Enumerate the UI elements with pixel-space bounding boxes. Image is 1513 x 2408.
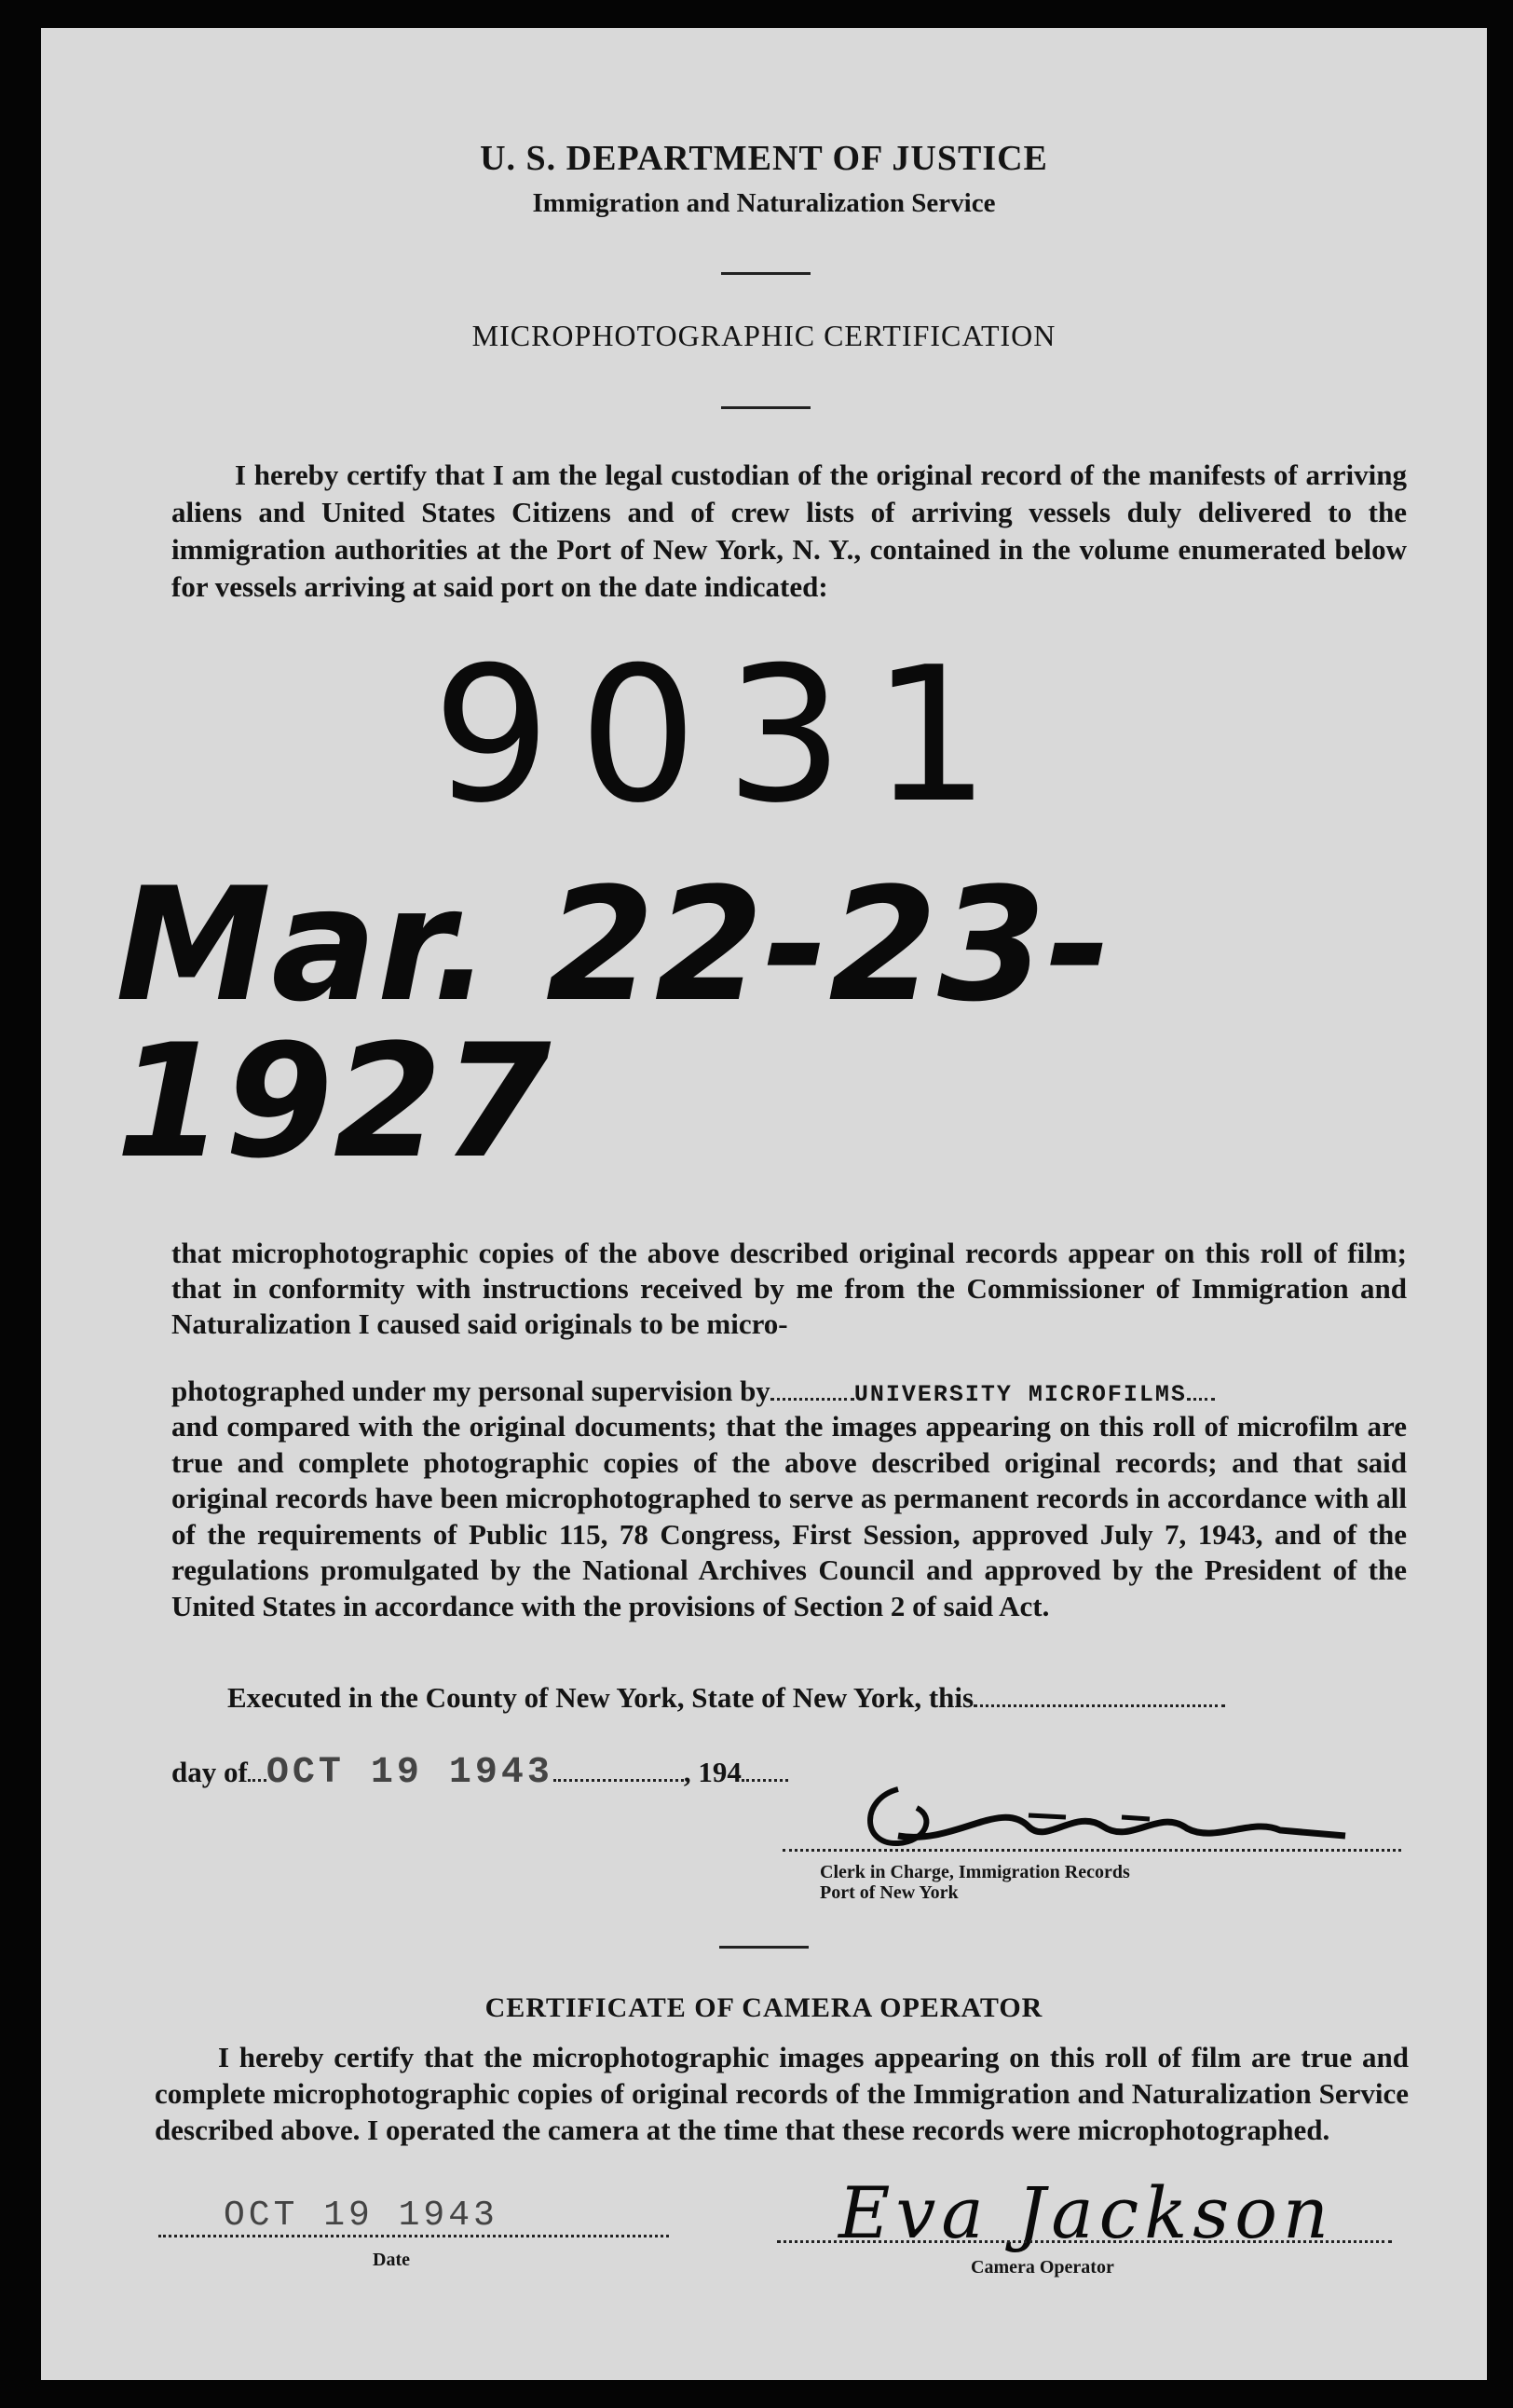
body-paragraph-2: and compared with the original documents; that the images appearing on this roll of microfilm are true and complete photographic copies of the above described original records; and that said original records have been microphotographed to serve as permanent records in accordance with all of the requirements of Public 115, 78 Congress, First Session, approved July 7, 1943, and of the regulations promulgated by the National Archives Council and approved by the President of the United States in accordance with the provisions of Section 2 of said Act. xyxy=(171,1410,1407,1622)
clerk-signature xyxy=(842,1761,1364,1873)
date-line xyxy=(158,2235,669,2237)
department-heading: U. S. DEPARTMENT OF JUSTICE xyxy=(480,139,1048,178)
camera-certificate-title: CERTIFICATE OF CAMERA OPERATOR xyxy=(484,1992,1043,2023)
clerk-signature-line xyxy=(783,1849,1401,1852)
certification-title: MICROPHOTOGRAPHIC CERTIFICATION xyxy=(471,319,1056,352)
divider xyxy=(721,272,811,275)
executed-line xyxy=(227,1679,1407,1717)
handwritten-dates: Mar. 22-23-1927 xyxy=(116,854,1111,1193)
camera-date-stamp: OCT 19 1943 xyxy=(224,2196,498,2236)
day-of-label: day of xyxy=(171,1756,248,1788)
operator-label: Camera Operator xyxy=(971,2257,1114,2278)
photographed-label: photographed under my personal supervision by xyxy=(171,1375,770,1407)
divider xyxy=(719,1946,809,1949)
photographed-line xyxy=(171,1374,1407,1413)
divider xyxy=(721,406,811,409)
body-paragraph-1: that microphotographic copies of the above described original records appear on this roll of film; that in conformity with instructions received by me from the Commissioner of Immigration and Naturalization I caused said originals to be micro- xyxy=(171,1237,1407,1340)
dotted-leader xyxy=(1187,1398,1215,1401)
dotted-leader xyxy=(742,1779,788,1782)
dotted-leader xyxy=(974,1704,1225,1707)
clerk-port: Port of New York xyxy=(820,1882,959,1903)
handwritten-volume: 9031 xyxy=(432,627,1018,844)
year-prefix: , 194 xyxy=(683,1756,742,1788)
dotted-leader xyxy=(770,1398,854,1401)
date-label: Date xyxy=(373,2250,410,2270)
operator-line xyxy=(777,2240,1392,2243)
camera-operator-signature: Eva Jackson xyxy=(838,2171,1334,2254)
dotted-leader xyxy=(248,1779,266,1782)
intro-paragraph: I hereby certify that I am the legal custodian of the original record of the manifests of arriving aliens and United States Citizens and of crew lists of arriving vessels duly delivered to the immigration authorities at the Port of New York, N. Y., contained in the volume enumerated below for vessels arriving at said port on the date indicated: xyxy=(171,458,1407,603)
dotted-leader xyxy=(553,1779,684,1782)
service-subheading: Immigration and Naturalization Service xyxy=(532,188,996,218)
camera-certificate-text: I hereby certify that the microphotographic images appearing on this roll of film are true and complete microphotographic copies of original records of the Immigration and Naturalization Service described above. I operated the camera at the time that these records were microphotographed. xyxy=(155,2041,1409,2146)
day-of-date-stamp: OCT 19 1943 xyxy=(266,1752,553,1794)
photographer-name: UNIVERSITY MICROFILMS xyxy=(853,1381,1187,1408)
clerk-title: Clerk in Charge, Immigration Records xyxy=(820,1862,1130,1882)
certificate-sheet xyxy=(41,28,1487,2380)
executed-text: Executed in the County of New York, State of New York, this xyxy=(227,1681,975,1714)
